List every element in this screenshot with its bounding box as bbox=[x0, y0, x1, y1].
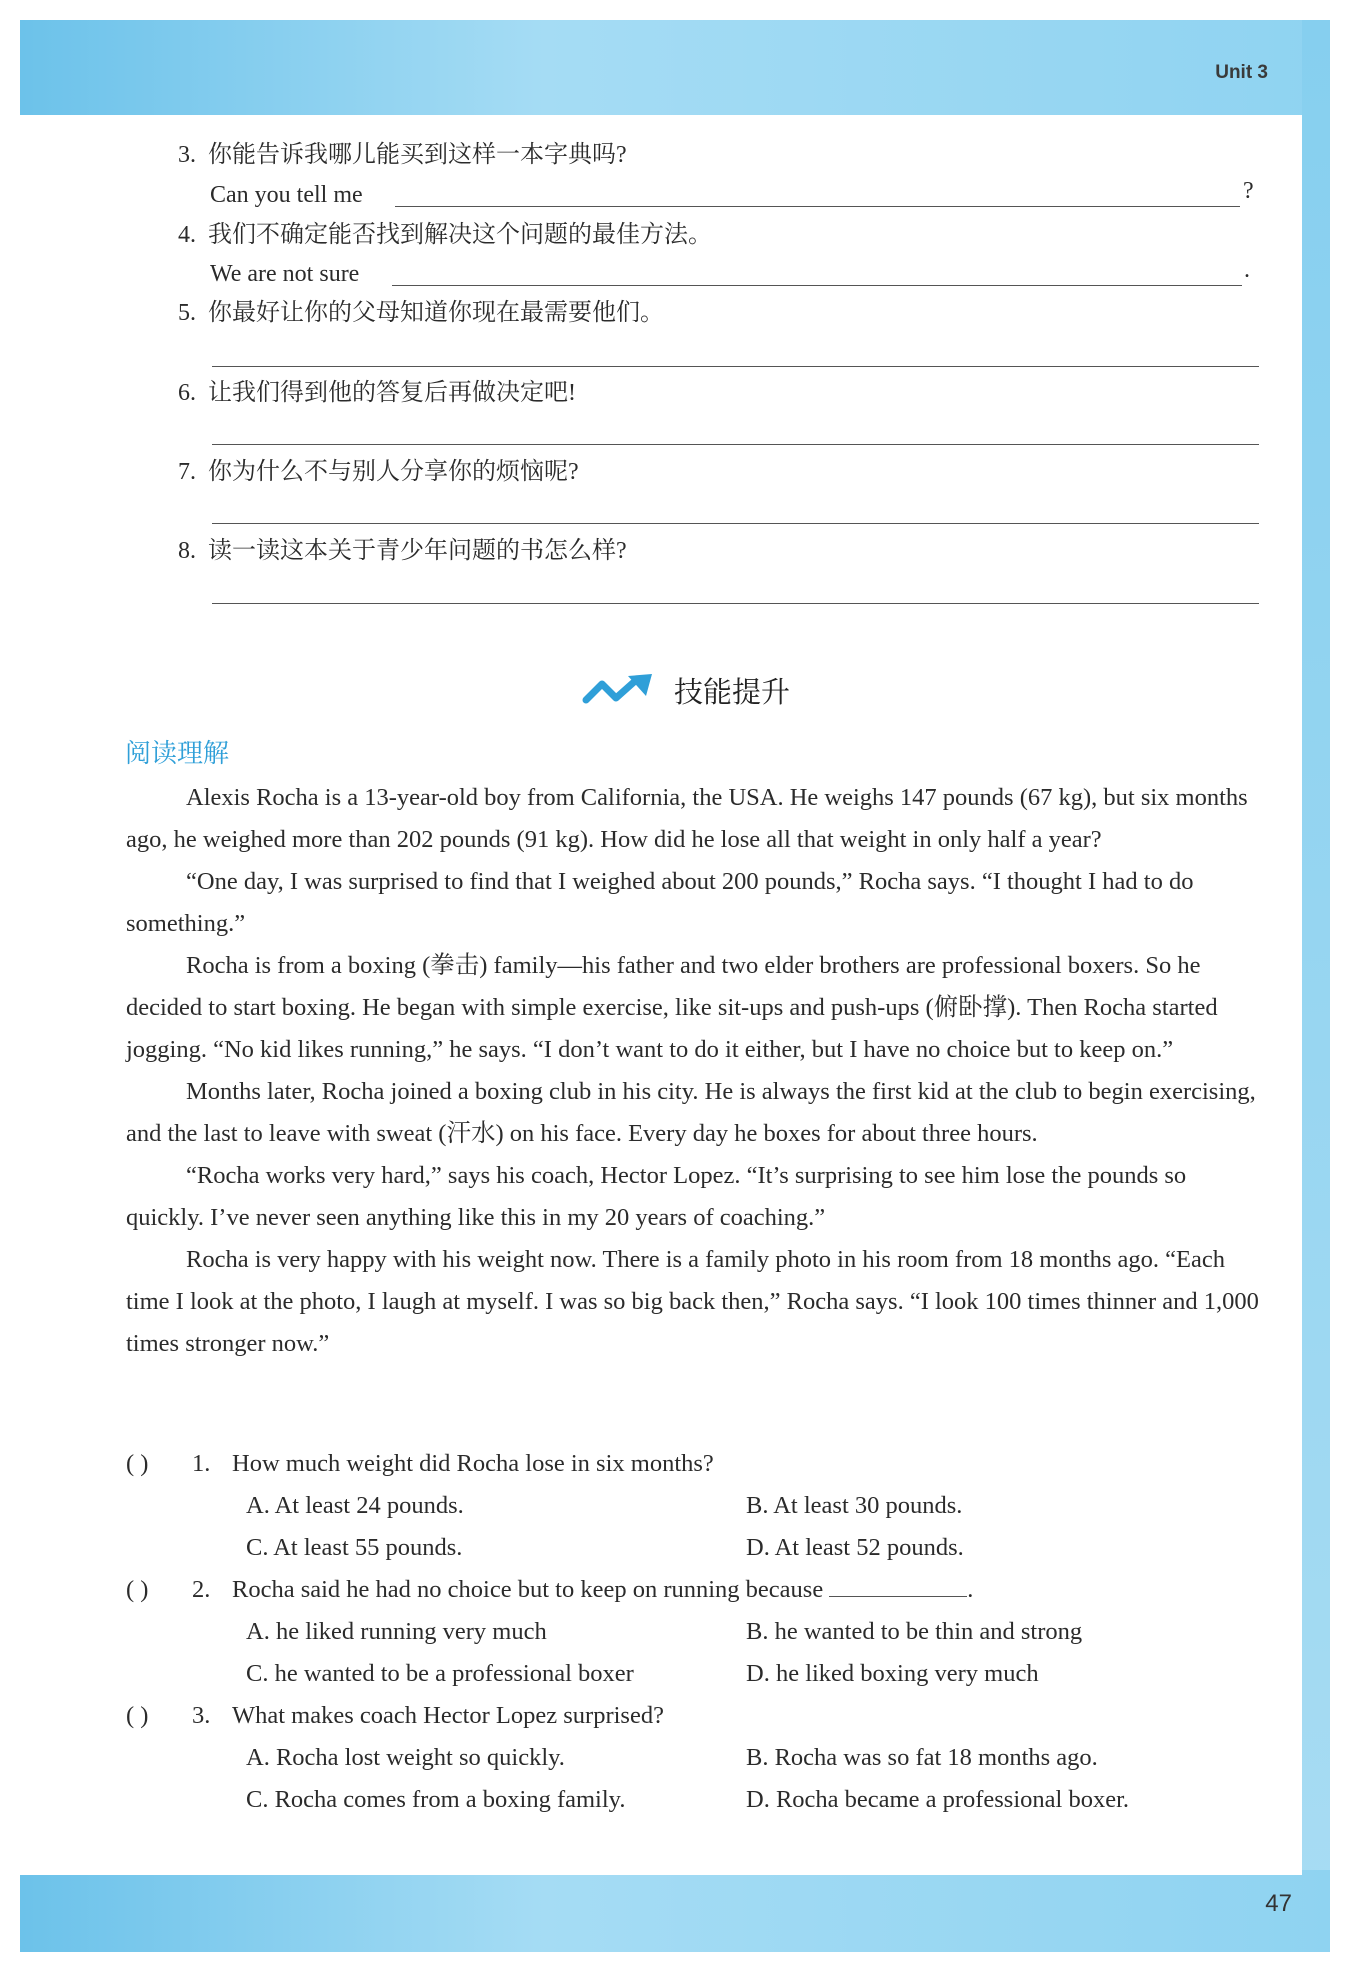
bottom-banner bbox=[20, 1870, 1330, 1952]
option-c[interactable]: C. Rocha comes from a boxing family. bbox=[246, 1786, 626, 1813]
trend-up-icon bbox=[582, 670, 664, 710]
option-b[interactable]: B. At least 30 pounds. bbox=[746, 1492, 963, 1519]
question-text: Rocha said he had no choice but to keep on running because bbox=[232, 1576, 824, 1603]
passage-paragraph: “One day, I was surprised to find that I weighed about 200 pounds,” Rocha says. “I thought I had to do something.” bbox=[126, 868, 1194, 937]
translation-item-6: 6. 让我们得到他的答复后再做决定吧! bbox=[178, 380, 576, 406]
passage-paragraph: Rocha is very happy with his weight now. There is a family photo in his room from 18 months ago. “Each time I look at the photo, I laugh at myself. I was so big back then,” Rocha says. “I look 100 times thinner and 1,000 times stronger now.” bbox=[126, 1246, 1259, 1357]
end-mark: . bbox=[1244, 257, 1250, 283]
option-d[interactable]: D. Rocha became a professional boxer. bbox=[746, 1786, 1130, 1813]
option-c[interactable]: C. he wanted to be a professional boxer bbox=[246, 1660, 634, 1687]
answer-blank[interactable] bbox=[212, 603, 1259, 604]
skill-heading bbox=[582, 668, 790, 712]
page-number: 47 bbox=[1265, 1890, 1292, 1917]
answer-parens[interactable]: ( ) bbox=[126, 1702, 149, 1729]
passage-paragraph: Alexis Rocha is a 13-year-old boy from California, the USA. He weighs 147 pounds (67 kg), but six months ago, he weighed more than 202 pounds (91 kg). How did he lose all that weight in only half a year? bbox=[126, 784, 1248, 853]
translation-cn: 读一读这本关于青少年问题的书怎么样? bbox=[208, 538, 627, 564]
translation-item-7: 7. 你为什么不与别人分享你的烦恼呢? bbox=[178, 459, 579, 485]
reading-title: 阅读理解 bbox=[125, 739, 230, 769]
answer-blank[interactable] bbox=[829, 1576, 967, 1597]
passage-paragraph: “Rocha works very hard,” says his coach, Hector Lopez. “It’s surprising to see him lose the pounds so quickly. I’ve never seen anything like this in my 20 years of coaching.” bbox=[126, 1162, 1187, 1231]
option-b[interactable]: B. Rocha was so fat 18 months ago. bbox=[746, 1744, 1098, 1771]
translation-cn: 你为什么不与别人分享你的烦恼呢? bbox=[208, 459, 579, 485]
answer-blank[interactable] bbox=[395, 206, 1240, 207]
question-3: ( ) 3. What makes coach Hector Lopez surprised? bbox=[126, 1702, 664, 1729]
option-d[interactable]: D. At least 52 pounds. bbox=[746, 1534, 964, 1561]
option-a[interactable]: A. Rocha lost weight so quickly. bbox=[246, 1744, 565, 1771]
answer-blank[interactable] bbox=[392, 285, 1242, 286]
translation-item-4: 4. 我们不确定能否找到解决这个问题的最佳方法。 bbox=[178, 222, 712, 248]
top-banner bbox=[20, 20, 1330, 120]
passage-paragraph: Months later, Rocha joined a boxing club in his city. He is always the first kid at the club to begin exercising, and the last to leave with sweat (汗水) on his face. Every day he boxes for about three hours. bbox=[126, 1078, 1256, 1147]
answer-parens[interactable]: ( ) bbox=[126, 1576, 149, 1603]
passage-paragraph: Rocha is from a boxing (拳击) family—his father and two elder brothers are professional boxers. So he decided to start boxing. He began with simple exercise, like sit-ups and push-ups (俯卧撑). Then Rocha started jogging. “No kid likes running,” he says. “I don’t want to do it either, but I have no choice but to keep on.” bbox=[126, 952, 1218, 1063]
option-a[interactable]: A. At least 24 pounds. bbox=[246, 1492, 464, 1519]
question-text: How much weight did Rocha lose in six months? bbox=[232, 1450, 714, 1477]
right-banner bbox=[1302, 20, 1330, 1952]
answer-parens[interactable]: ( ) bbox=[126, 1450, 149, 1477]
end-mark: ? bbox=[1243, 178, 1254, 204]
option-d[interactable]: D. he liked boxing very much bbox=[746, 1660, 1039, 1687]
translation-item-3: 3. 你能告诉我哪儿能买到这样一本字典吗? bbox=[178, 142, 627, 168]
answer-blank[interactable] bbox=[212, 444, 1259, 445]
translation-cn: 你最好让你的父母知道你现在最需要他们。 bbox=[208, 300, 664, 326]
question-2: ( ) 2. Rocha said he had no choice but to keep on running because . bbox=[126, 1576, 974, 1603]
translation-item-8: 8. 读一读这本关于青少年问题的书怎么样? bbox=[178, 538, 627, 564]
option-b[interactable]: B. he wanted to be thin and strong bbox=[746, 1618, 1083, 1645]
translation-prefix: Can you tell me bbox=[210, 182, 363, 208]
reading-passage bbox=[126, 777, 1266, 1365]
option-a[interactable]: A. he liked running very much bbox=[246, 1618, 547, 1645]
question-1: ( ) 1. How much weight did Rocha lose in six months? bbox=[126, 1450, 714, 1477]
answer-blank[interactable] bbox=[212, 523, 1259, 524]
option-c[interactable]: C. At least 55 pounds. bbox=[246, 1534, 463, 1561]
translation-cn: 我们不确定能否找到解决这个问题的最佳方法。 bbox=[208, 222, 712, 248]
translation-prefix: We are not sure bbox=[210, 261, 360, 287]
section-title: 技能提升 bbox=[674, 674, 791, 709]
answer-blank[interactable] bbox=[212, 366, 1259, 367]
question-text: What makes coach Hector Lopez surprised? bbox=[232, 1702, 664, 1729]
translation-cn: 你能告诉我哪儿能买到这样一本字典吗? bbox=[208, 142, 627, 168]
unit-label: Unit 3 bbox=[1215, 62, 1268, 83]
translation-cn: 让我们得到他的答复后再做决定吧! bbox=[208, 380, 576, 406]
translation-item-5: 5. 你最好让你的父母知道你现在最需要他们。 bbox=[178, 300, 664, 326]
